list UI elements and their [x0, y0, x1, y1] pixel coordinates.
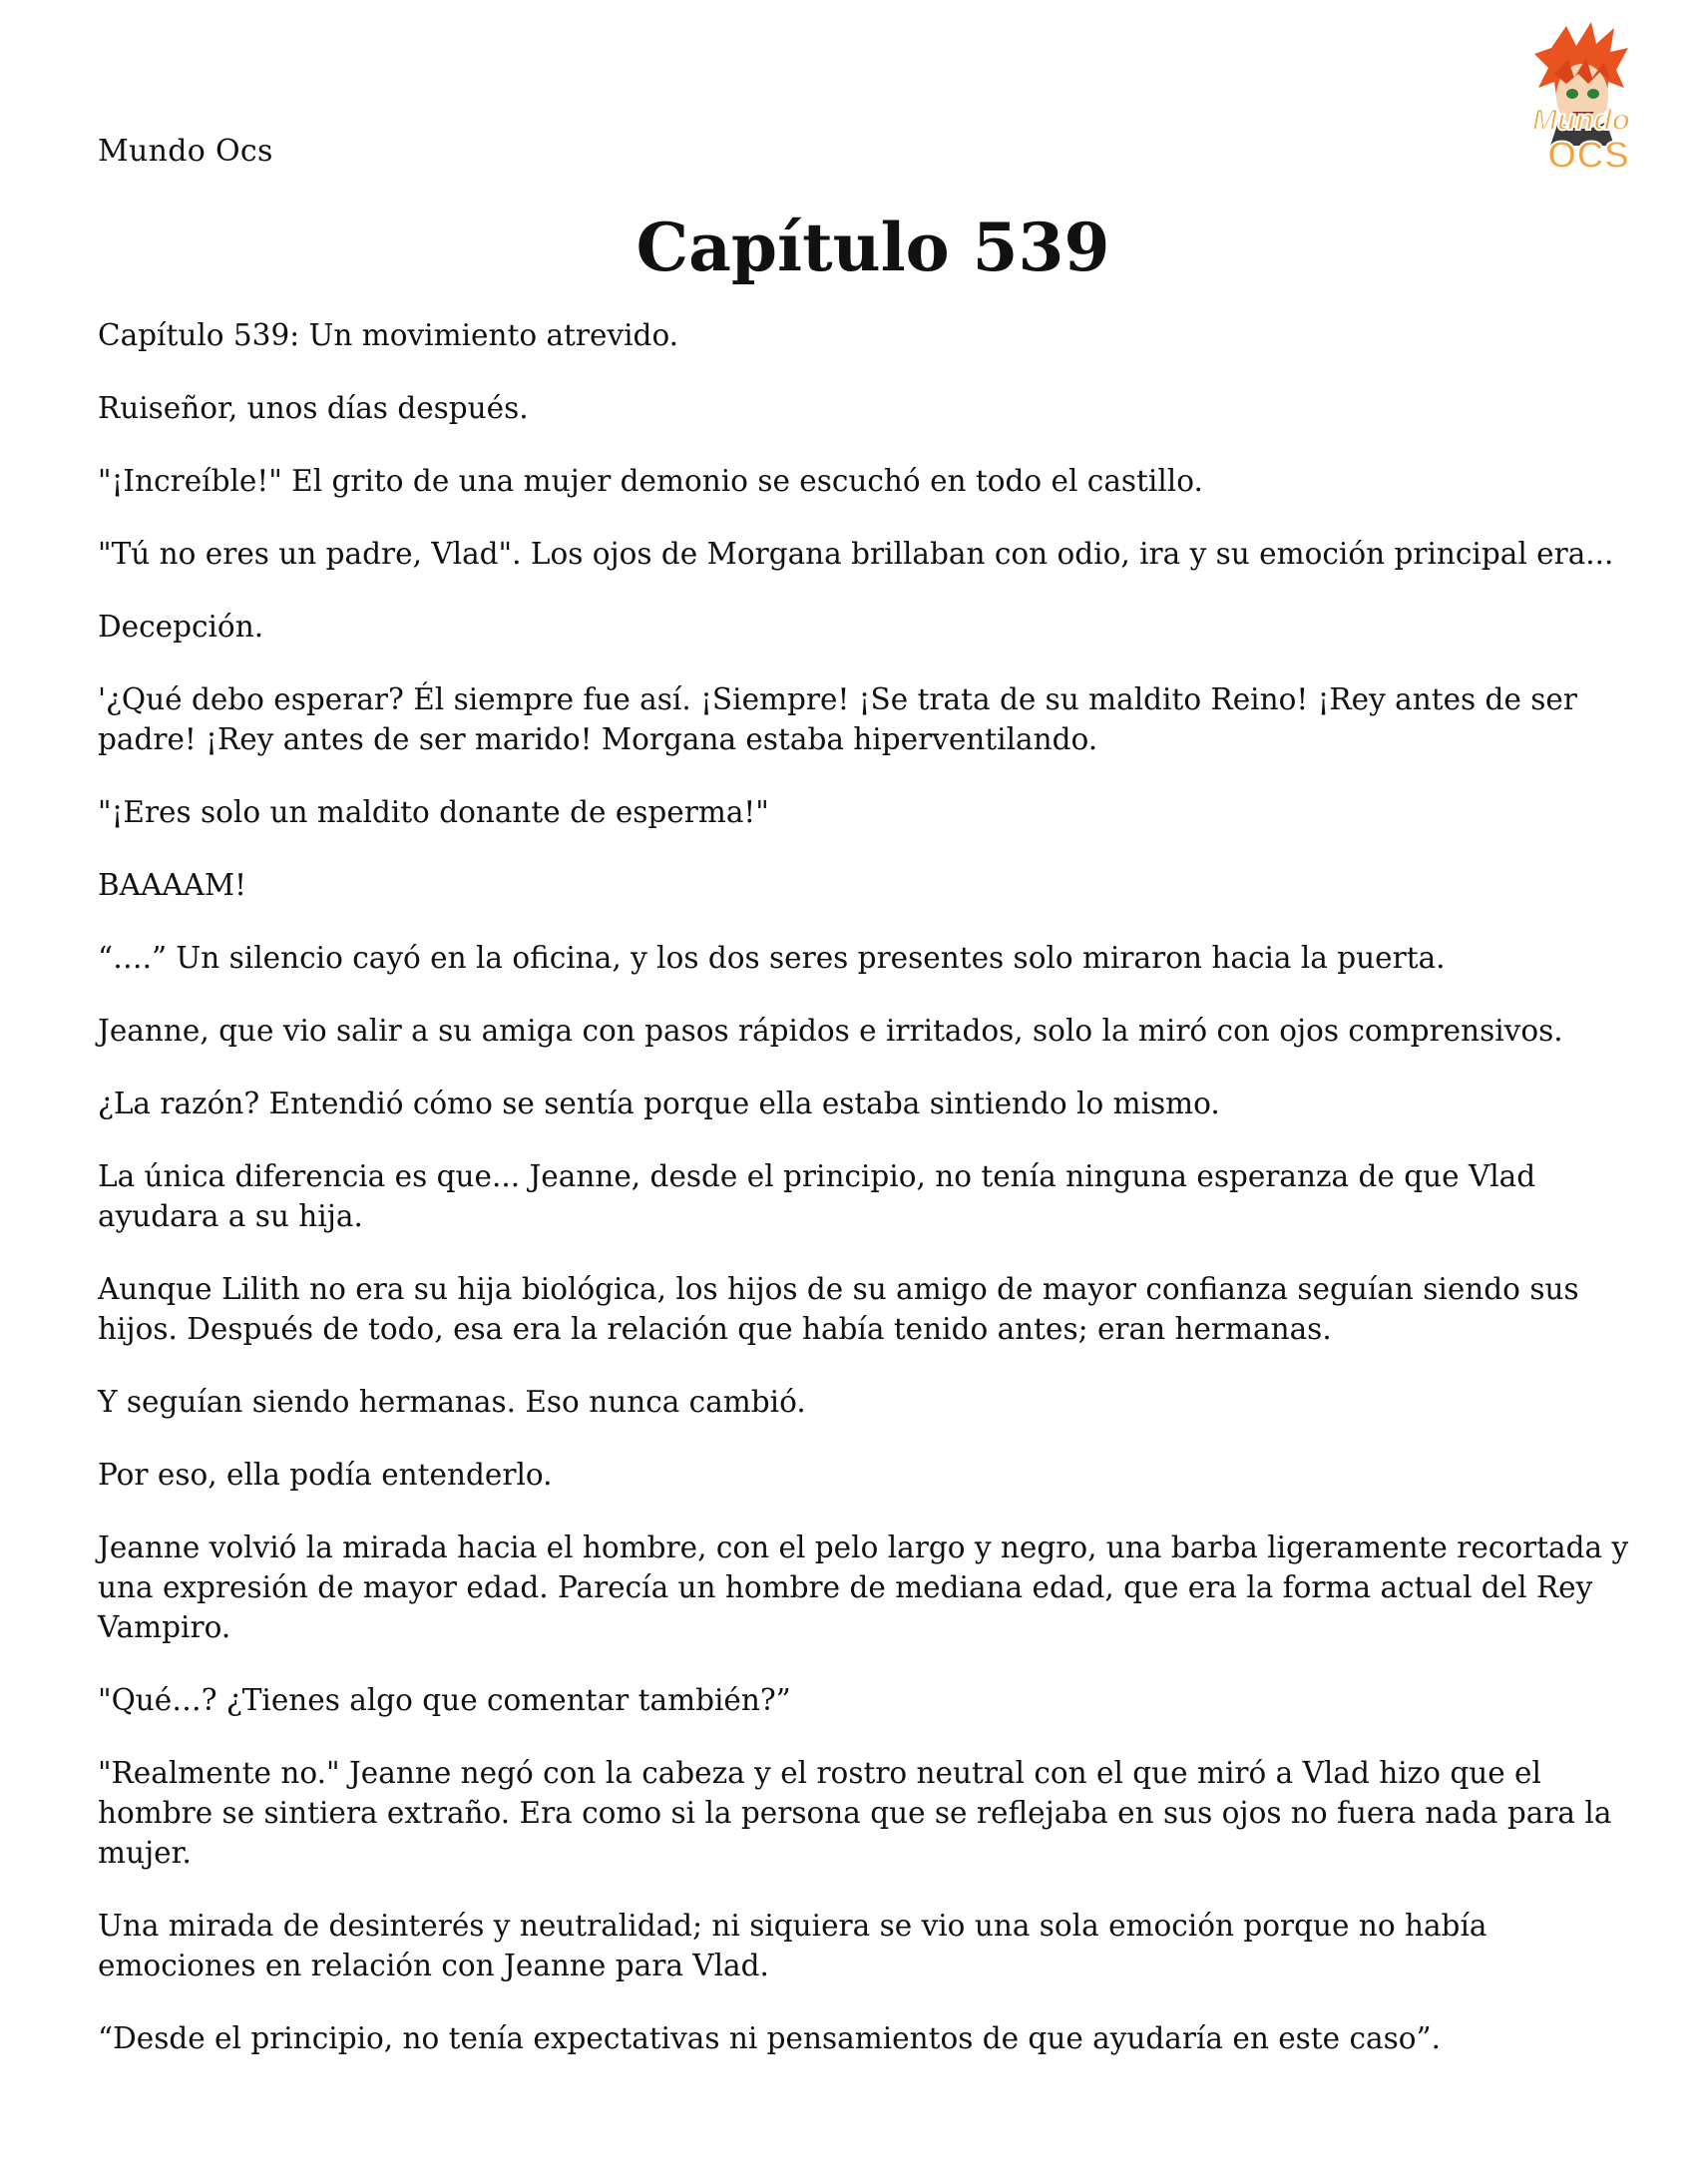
chapter-title: Capítulo 539	[636, 209, 1110, 286]
paragraph: Ruiseñor, unos días después.	[98, 391, 529, 425]
paragraph: Decepción.	[98, 610, 264, 644]
mundo-ocs-logo	[1496, 18, 1666, 188]
paragraph: "Realmente no." Jeanne negó con la cabeza y el rostro neutral con el que miró a Vlad hizo que el hombre se sintiera extraño. Era como si la persona que se reflejaba en sus ojos no fuera nada para la mujer.	[98, 1756, 1612, 1870]
paragraph: Por eso, ella podía entenderlo.	[98, 1458, 553, 1492]
paragraph: "Tú no eres un padre, Vlad". Los ojos de Morgana brillaban con odio, ira y su emoción principal era...	[98, 537, 1614, 571]
paragraph: “….” Un silencio cayó en la oficina, y los dos seres presentes solo miraron hacia la puerta.	[98, 941, 1446, 975]
paragraph: “Desde el principio, no tenía expectativas ni pensamientos de que ayudaría en este caso”.	[98, 2021, 1441, 2055]
logo-text-top: Mundo	[1531, 104, 1631, 137]
paragraph: Una mirada de desinterés y neutralidad; ni siquiera se vio una sola emoción porque no había emociones en relación con Jeanne para Vlad.	[98, 1909, 1487, 1982]
paragraph: Y seguían siendo hermanas. Eso nunca cambió.	[98, 1385, 806, 1419]
paragraph: BAAAAM!	[98, 868, 246, 902]
paragraph: "¡Increíble!" El grito de una mujer demonio se escuchó en todo el castillo.	[98, 464, 1203, 498]
paragraph: Jeanne, que vio salir a su amiga con pasos rápidos e irritados, solo la miró con ojos comprensivos.	[98, 1014, 1563, 1048]
paragraph: '¿Qué debo esperar? Él siempre fue así. ¡Siempre! ¡Se trata de su maldito Reino! ¡Rey antes de ser padre! ¡Rey antes de ser marido! Morgana estaba hiperventilando.	[98, 682, 1577, 756]
paragraph: Capítulo 539: Un movimiento atrevido.	[98, 318, 679, 352]
paragraph: "¡Eres solo un maldito donante de esperma!"	[98, 795, 769, 829]
paragraph: Jeanne volvió la mirada hacia el hombre, con el pelo largo y negro, una barba ligeramente recortada y una expresión de mayor edad. Parecía un hombre de mediana edad, que era la forma actual del Rey Vampiro.	[98, 1530, 1629, 1644]
paragraph: La única diferencia es que... Jeanne, desde el principio, no tenía ninguna esperanza de que Vlad ayudara a su hija.	[98, 1159, 1536, 1233]
chapter-body	[98, 315, 1634, 2091]
paragraph: ¿La razón? Entendió cómo se sentía porque ella estaba sintiendo lo mismo.	[98, 1087, 1220, 1120]
site-name: Mundo Ocs	[98, 134, 273, 169]
logo-text-bottom: OCS	[1546, 135, 1630, 177]
paragraph: Aunque Lilith no era su hija biológica, los hijos de su amigo de mayor confianza seguían siendo sus hijos. Después de todo, esa era la relación que había tenido antes; eran hermanas.	[98, 1272, 1579, 1346]
paragraph: "Qué…? ¿Tienes algo que comentar también?”	[98, 1683, 791, 1717]
